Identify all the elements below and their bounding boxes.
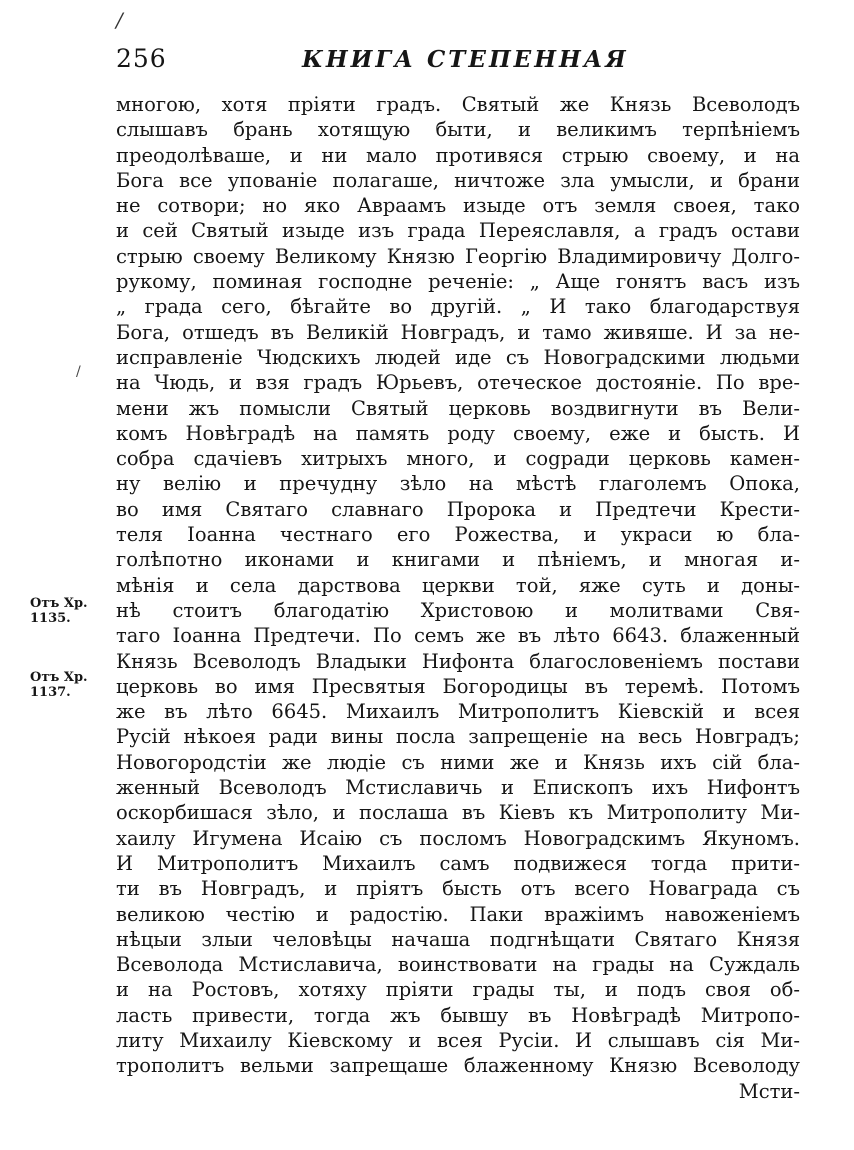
text-line: Бога все упованіе полагаше, ничтоже зла умысли, и брани: [116, 168, 800, 192]
text-line: и на Ростовъ, хотяху пріяти грады ты, и подъ своя об-: [116, 978, 800, 1002]
text-line: И Митрополитъ Михаилъ самъ подвижеся тогда прити-: [116, 851, 800, 875]
margin-note-year-1137: [30, 670, 112, 700]
text-line: Всеволода Мстиславича, воинствовати на грады на Суждаль: [116, 953, 800, 977]
text-line: трополитъ вельми запрещаше блаженному Князю Всеволоду: [116, 1054, 800, 1078]
text-line: голѣпотно иконами и книгами и пѣніемъ, и многая и-: [116, 548, 800, 572]
text-line: исправленіе Чюдскихъ людей иде съ Новоградскими людьми: [116, 345, 800, 369]
text-line: хаилу Игумена Исаію съ посломъ Новоградскимъ Якуномъ.: [116, 826, 800, 850]
margin-note-year: 1137.: [30, 685, 71, 700]
text-line: нѣцыи злыи человѣцы начаша подгнѣщати Святаго Князя: [116, 927, 800, 951]
text-line: Мсти-: [738, 1079, 800, 1103]
text-line: не сотвори; но яко Авраамъ изыде отъ земля своея, тако: [116, 194, 800, 218]
text-line: „ града сего, бѣгайте во другій. „ И тако благодарствуя: [116, 295, 800, 319]
text-line: литу Михаилу Кіевскому и всея Русіи. И слышавъ сія Ми-: [116, 1028, 800, 1052]
margin-tick-mark: /: [76, 364, 81, 380]
text-line: многою, хотя пріяти градъ. Святый же Князь Всеволодъ: [116, 93, 800, 116]
text-line: Русій нѣкоея ради вины посла запрещеніе на весь Новградъ;: [116, 725, 800, 749]
text-line: стрыю своему Великому Князю Георгію Владимировичу Долго-: [116, 244, 800, 268]
text-line: женный Всеволодъ Мстиславичь и Епископъ ихъ Нифонтъ: [116, 776, 800, 800]
body-text: [116, 92, 800, 1104]
running-title: КНИГА СТЕПЕННАЯ: [302, 46, 629, 73]
text-line: церковь во имя Пресвятыя Богородицы въ теремѣ. Потомъ: [116, 674, 800, 698]
text-line: ну велію и пречудну зѣло на мѣстѣ глаголемъ Опока,: [116, 472, 800, 496]
text-line: комъ Новѣградѣ на память роду своему, еже и бысть. И: [116, 421, 800, 445]
text-line: нѣ стоитъ благодатію Христовою и молитвами Свя-: [116, 598, 800, 622]
text-line: рукому, поминая господне реченіе: „ Аще гонятъ васъ изъ: [116, 270, 800, 294]
text-line: Князь Всеволодъ Владыки Нифонта благословеніемъ постави: [116, 649, 800, 673]
margin-note-label: Отъ Хр.: [30, 670, 88, 685]
text-line: преодолѣваше, и ни мало противяся стрыю своему, и на: [116, 143, 800, 167]
margin-note-year-1135: [30, 596, 112, 626]
margin-note-year: 1135.: [30, 611, 71, 626]
text-line: Бога, отшедъ въ Великій Новградъ, и тамо живяше. И за не-: [116, 320, 800, 344]
text-line: мѣнія и села дарствова церкви той, яже суть и доны-: [116, 573, 800, 597]
text-line: теля Іоанна честнаго его Рожества, и украси ю бла-: [116, 523, 800, 547]
text-line: на Чюдь, и взя градъ Юрьевъ, отеческое достояніе. По вре-: [116, 371, 800, 395]
text-line: и сей Святый изыде изъ града Переяславля, а градъ остави: [116, 219, 800, 243]
margin-note-label: Отъ Хр.: [30, 596, 88, 611]
text-line: великою честію и радостію. Паки вражіимъ навоженіемъ: [116, 902, 800, 926]
text-line: ласть привести, тогда жъ бывшу въ Новѣградѣ Митропо-: [116, 1003, 800, 1027]
text-line: слышавъ брань хотящую быти, и великимъ терпѣніемъ: [116, 118, 800, 142]
page-number: 256: [116, 44, 167, 73]
text-line: ти въ Новградъ, и пріятъ бысть отъ всего Новаграда съ: [116, 877, 800, 901]
text-line: мени жъ помысли Святый церковь воздвигнути въ Вели-: [116, 396, 800, 420]
text-line: во имя Святаго славнаго Пророка и Предтечи Крести-: [116, 497, 800, 521]
text-line: Новогородстіи же людіе съ ними же и Князь ихъ сій бла-: [116, 750, 800, 774]
text-line: собра сдачіевъ хитрыхъ много, и соgради церковь камен-: [116, 447, 800, 471]
page-header: [116, 44, 796, 84]
text-line: оскорбишася зѣло, и послаша въ Кіевъ къ Митрополиту Ми-: [116, 801, 800, 825]
corner-pen-mark: /: [116, 8, 123, 32]
text-line: таго Іоанна Предтечи. По семъ же въ лѣто 6643. блаженный: [116, 624, 800, 648]
text-line: же въ лѣто 6645. Михаилъ Митрополитъ Кіевскій и всея: [116, 700, 800, 724]
